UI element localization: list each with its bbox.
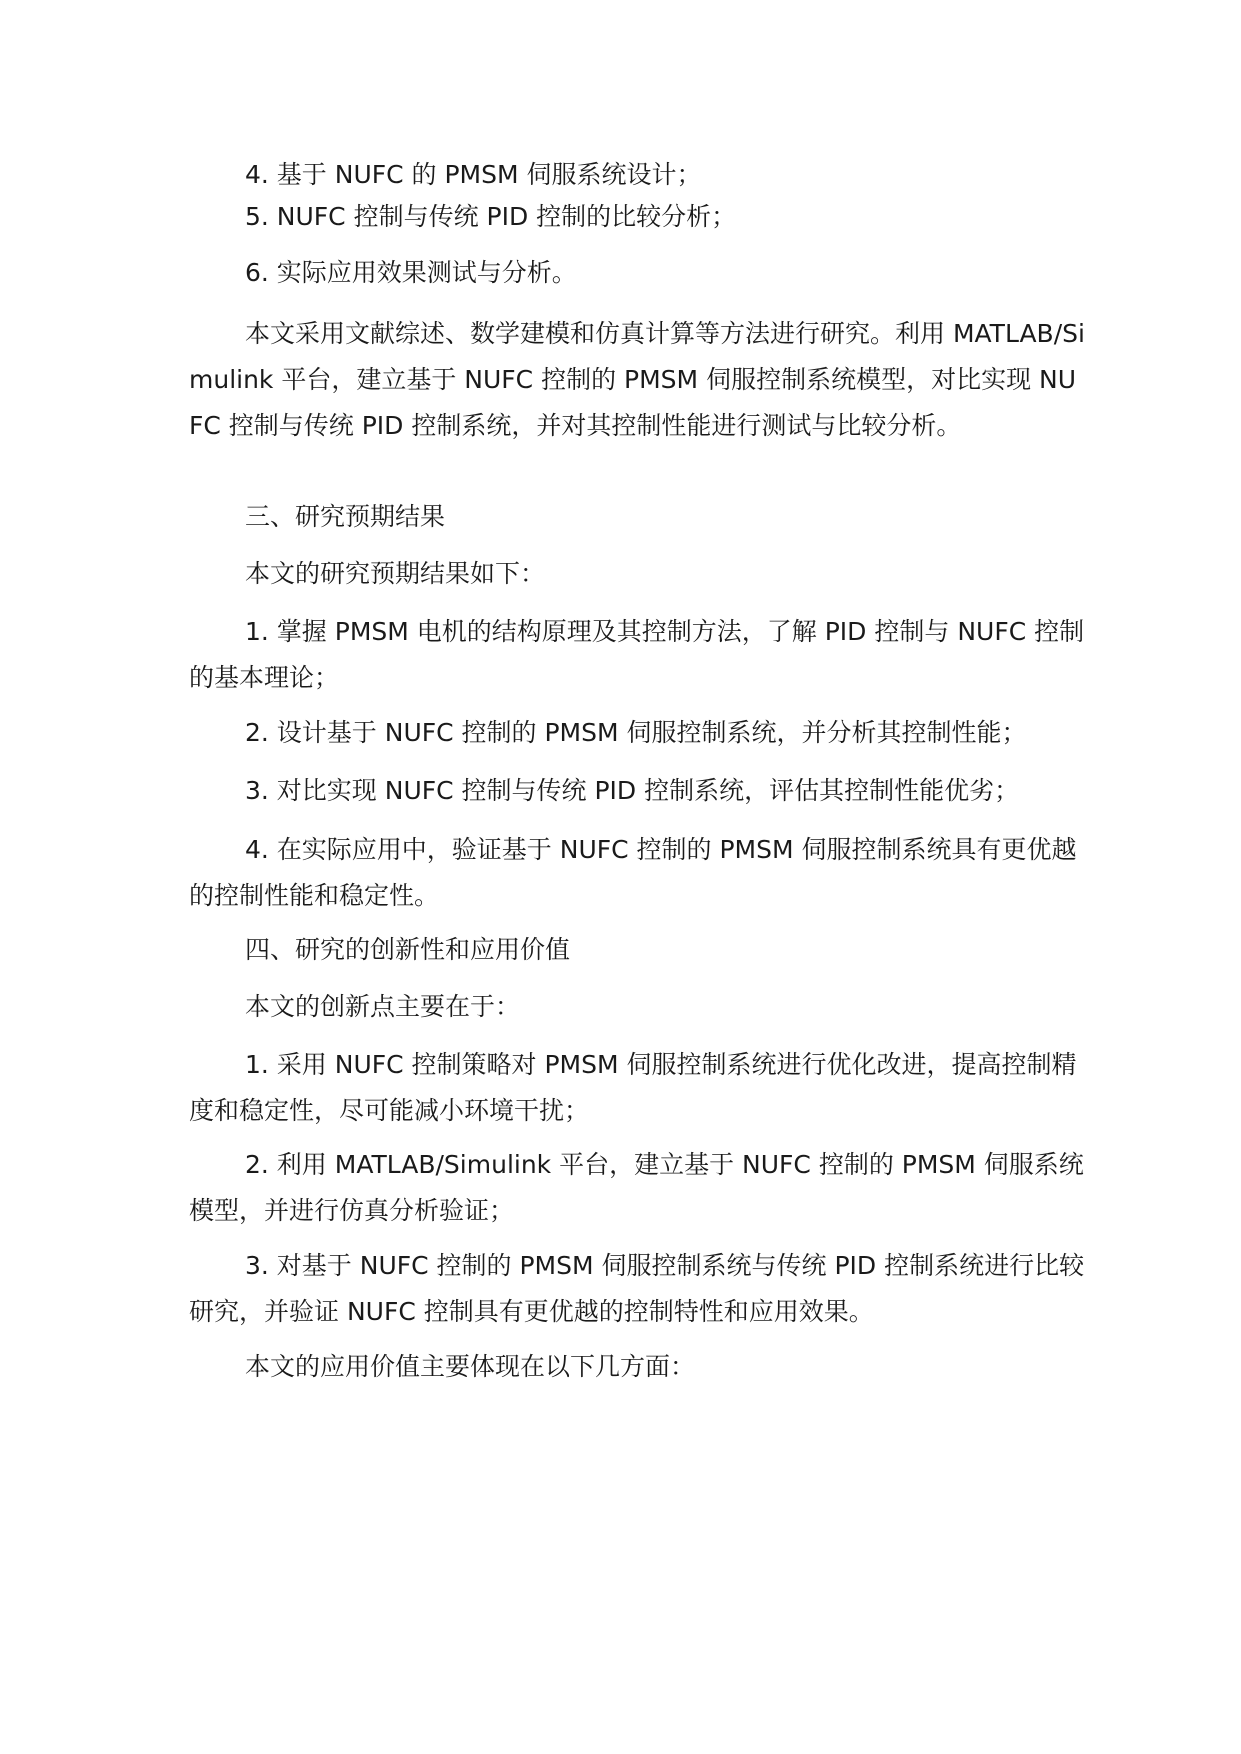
- list-item-research-content-5: 5. NUFC 控制与传统 PID 控制的比较分析；: [245, 202, 737, 231]
- list-item-expected-result-4: 4. 在实际应用中，验证基于 NUFC 控制的 PMSM 伺服控制系统具有更优越的控制性能和稳定性。: [189, 835, 1077, 910]
- methods-paragraph: 本文采用文献综述、数学建模和仿真计算等方法进行研究。利用 MATLAB/Simulink 平台，建立基于 NUFC 控制的 PMSM 伺服控制系统模型，对比实现 NUFC 控制与传统 PID 控制系统，并对其控制性能进行测试与比较分析。: [189, 319, 1085, 440]
- section-heading-expected-results: 三、研究预期结果: [245, 502, 446, 531]
- list-item-research-content-6: 6. 实际应用效果测试与分析。: [245, 258, 577, 287]
- list-item-innovation-3: 3. 对基于 NUFC 控制的 PMSM 伺服控制系统与传统 PID 控制系统进行比较研究，并验证 NUFC 控制具有更优越的控制特性和应用效果。: [189, 1251, 1085, 1326]
- application-value-intro: 本文的应用价值主要体现在以下几方面：: [245, 1352, 696, 1381]
- list-item-innovation-2: 2. 利用 MATLAB/Simulink 平台，建立基于 NUFC 控制的 PMSM 伺服系统模型，并进行仿真分析验证；: [189, 1150, 1084, 1225]
- expected-results-intro: 本文的研究预期结果如下：: [245, 559, 546, 588]
- list-item-research-content-4: 4. 基于 NUFC 的 PMSM 伺服系统设计；: [245, 160, 702, 189]
- list-item-expected-result-2: 2. 设计基于 NUFC 控制的 PMSM 伺服控制系统，并分析其控制性能；: [245, 718, 1027, 747]
- list-item-expected-result-3: 3. 对比实现 NUFC 控制与传统 PID 控制系统，评估其控制性能优劣；: [245, 776, 1020, 805]
- list-item-innovation-1: 1. 采用 NUFC 控制策略对 PMSM 伺服控制系统进行优化改进，提高控制精度和稳定性，尽可能减小环境干扰；: [189, 1050, 1077, 1125]
- innovation-intro: 本文的创新点主要在于：: [245, 992, 521, 1021]
- section-heading-innovation-value: 四、研究的创新性和应用价值: [245, 935, 571, 964]
- list-item-expected-result-1: 1. 掌握 PMSM 电机的结构原理及其控制方法，了解 PID 控制与 NUFC 控制的基本理论；: [189, 617, 1085, 692]
